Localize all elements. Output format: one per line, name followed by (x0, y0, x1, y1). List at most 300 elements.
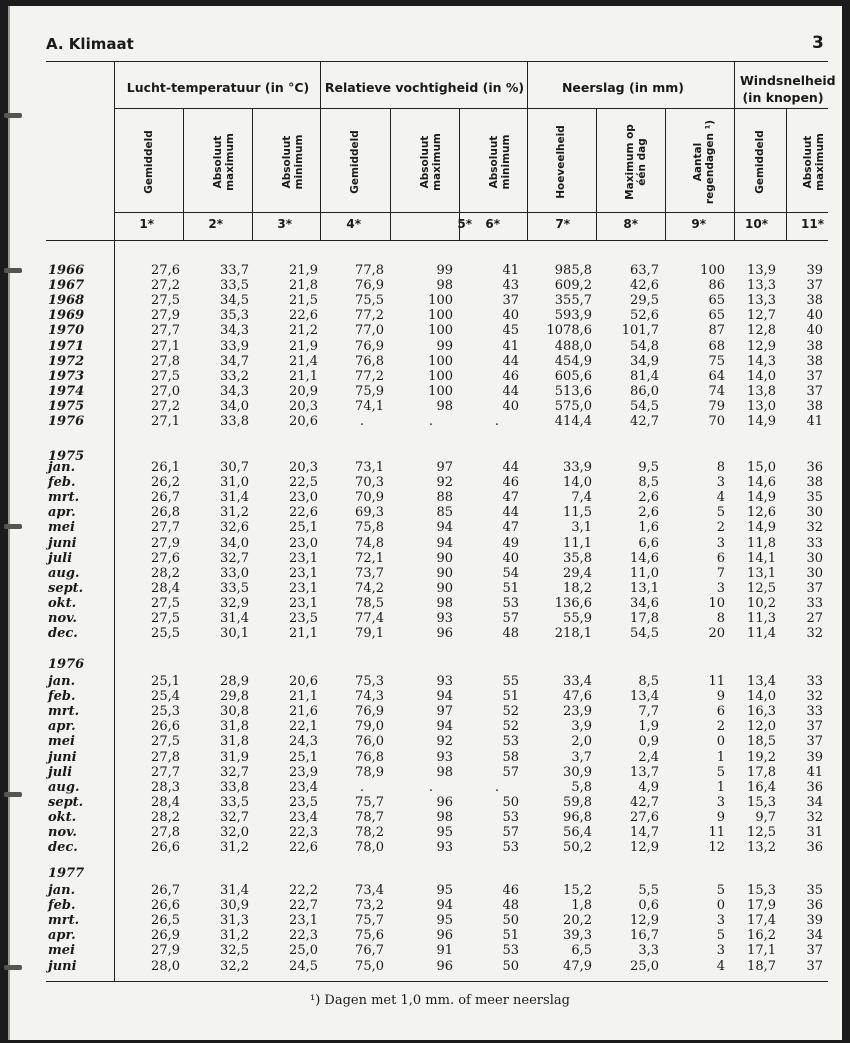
table-row (0, 475, 850, 491)
table-cell: 355,7 (554, 293, 592, 309)
table-cell: 27,1 (151, 414, 180, 429)
table-cell: 136,6 (554, 595, 592, 611)
table-cell: 70 (708, 414, 725, 429)
table-cell: 92 (436, 734, 453, 750)
table-cell: 27,9 (151, 535, 180, 551)
table-cell: 11,1 (563, 535, 592, 551)
table-cell: 513,6 (554, 383, 592, 399)
table-row (0, 719, 850, 735)
table-cell: 20,3 (289, 460, 318, 475)
table-cell: 63,7 (630, 263, 659, 278)
row-label: 1974 (48, 383, 85, 399)
row-label: aug. (48, 779, 80, 795)
table-cell: 23,1 (289, 595, 318, 611)
table-cell: 33 (806, 535, 823, 551)
table-row (0, 704, 850, 720)
table-cell: 25,0 (289, 943, 318, 959)
table-cell: 73,4 (355, 883, 384, 898)
row-label: apr. (48, 928, 76, 944)
block-year-heading: 1976 (48, 657, 85, 672)
table-cell: 38 (806, 353, 823, 369)
table-row (0, 959, 850, 975)
table-cell: 34,5 (220, 293, 249, 309)
table-cell: 25,3 (151, 704, 180, 720)
table-row (0, 323, 850, 339)
row-label: mei (48, 734, 75, 750)
footnote: ¹) Dagen met 1,0 mm. of meer neerslag (310, 993, 570, 1008)
table-cell: 21,6 (289, 704, 318, 720)
table-cell: 37 (806, 958, 823, 974)
table-cell: 31,4 (220, 490, 249, 506)
table-cell: 34,3 (220, 323, 249, 339)
row-label: okt. (48, 809, 77, 825)
table-cell: 100 (428, 383, 453, 399)
table-cell: 21,1 (289, 368, 318, 384)
table-cell: 33,9 (563, 460, 592, 475)
table-cell: 20,6 (289, 414, 318, 429)
table-cell: 68 (708, 338, 725, 354)
table-cell: 37 (806, 734, 823, 750)
table-cell: 100 (428, 323, 453, 339)
table-cell: 87 (708, 323, 725, 339)
table-cell: 31,2 (220, 928, 249, 944)
table-row (0, 263, 850, 279)
row-label: jan. (48, 674, 76, 689)
table-row (0, 399, 850, 415)
table-cell: 27,9 (151, 308, 180, 324)
table-cell: 100 (700, 263, 725, 278)
table-row (0, 308, 850, 324)
table-cell: 36 (806, 898, 823, 914)
table-cell: 32 (806, 689, 823, 705)
table-cell: 13,3 (747, 278, 776, 294)
group-divider (734, 61, 735, 241)
table-cell: 34,6 (630, 595, 659, 611)
table-cell: 75,7 (355, 794, 384, 810)
table-cell: 78,0 (355, 840, 384, 856)
table-cell: 3,9 (571, 719, 592, 735)
table-cell: 90 (436, 565, 453, 581)
table-cell: . (494, 779, 500, 795)
table-cell: 23,9 (563, 704, 592, 720)
table-cell: 94 (436, 520, 453, 536)
row-label: 1966 (48, 263, 85, 278)
table-cell: 76,9 (355, 704, 384, 720)
table-cell: 24,3 (289, 734, 318, 750)
table-cell: 50 (502, 794, 519, 810)
table-cell: 33,2 (220, 368, 249, 384)
table-cell: 23,1 (289, 580, 318, 596)
table-cell: 22,6 (289, 840, 318, 856)
table-cell: 57 (502, 825, 519, 840)
table-cell: 86,0 (630, 383, 659, 399)
table-cell: 14,9 (747, 520, 776, 536)
table-cell: 76,0 (355, 734, 384, 750)
table-cell: 30,7 (220, 460, 249, 475)
table-row (0, 825, 850, 841)
table-row (0, 369, 850, 385)
table-cell: 79 (708, 398, 725, 414)
table-cell: 37 (502, 293, 519, 309)
table-cell: 90 (436, 550, 453, 566)
table-cell: 33,8 (220, 414, 249, 429)
block-year-heading: 1977 (48, 866, 85, 881)
table-cell: 21,1 (289, 689, 318, 705)
table-cell: 75,5 (355, 293, 384, 309)
row-label: aug. (48, 565, 80, 581)
table-cell: 13,2 (747, 840, 776, 856)
table-cell: 78,9 (355, 764, 384, 780)
table-cell: 12,0 (747, 719, 776, 735)
table-cell: 32,7 (220, 809, 249, 825)
table-cell: 16,4 (747, 779, 776, 795)
table-cell: 11,0 (630, 565, 659, 581)
table-cell: 414,4 (554, 414, 592, 429)
table-cell: 22,3 (289, 825, 318, 840)
table-cell: 22,6 (289, 505, 318, 521)
table-cell: 40 (806, 308, 823, 324)
table-cell: 35 (806, 883, 823, 898)
table-cell: 22,7 (289, 898, 318, 914)
table-cell: 27,6 (151, 550, 180, 566)
table-cell: 17,4 (747, 913, 776, 929)
table-cell: 2,6 (638, 505, 659, 521)
table-cell: 22,5 (289, 475, 318, 491)
table-cell: 14,7 (630, 825, 659, 840)
table-cell: 75 (708, 353, 725, 369)
group-divider (320, 61, 321, 241)
table-cell: 28,9 (220, 674, 249, 689)
table-cell: 22,3 (289, 928, 318, 944)
column-number: 7* (555, 217, 570, 231)
table-cell: 14,6 (630, 550, 659, 566)
table-cell: 36 (806, 460, 823, 475)
table-row (0, 536, 850, 552)
table-cell: 13,4 (747, 674, 776, 689)
block-year-heading: 1975 (48, 449, 85, 464)
column-number: 8* (623, 217, 638, 231)
row-label: feb. (48, 689, 76, 705)
table-cell: 23,9 (289, 764, 318, 780)
table-cell: 23,1 (289, 550, 318, 566)
table-cell: 1,6 (638, 520, 659, 536)
subheader-col-11: Absoluut maximum (802, 133, 826, 191)
table-cell: 44 (502, 353, 519, 369)
subheader-col-6: Absoluut minimum (488, 134, 512, 190)
table-cell: 73,1 (355, 460, 384, 475)
table-cell: 3 (716, 475, 725, 491)
group-divider (527, 61, 528, 241)
table-cell: 4 (716, 958, 725, 974)
table-cell: 75,8 (355, 520, 384, 536)
table-cell: 6 (716, 704, 725, 720)
table-cell: 65 (708, 308, 725, 324)
table-cell: 75,6 (355, 928, 384, 944)
table-cell: 15,0 (747, 460, 776, 475)
table-cell: 34,3 (220, 383, 249, 399)
table-cell: 12,5 (747, 825, 776, 840)
row-label: apr. (48, 505, 76, 521)
table-cell: 13,7 (630, 764, 659, 780)
table-cell: 81,4 (630, 368, 659, 384)
table-cell: 51 (502, 689, 519, 705)
table-cell: 42,7 (630, 414, 659, 429)
row-label: 1975 (48, 398, 85, 414)
table-cell: 30,9 (220, 898, 249, 914)
table-cell: 9 (716, 689, 725, 705)
table-cell: 31,0 (220, 475, 249, 491)
column-number: 11* (801, 217, 824, 231)
table-row (0, 551, 850, 567)
table-cell: 70,9 (355, 490, 384, 506)
table-cell: 32,2 (220, 958, 249, 974)
table-cell: 77,0 (355, 323, 384, 339)
table-cell: 593,9 (554, 308, 592, 324)
table-cell: 12,7 (747, 308, 776, 324)
table-cell: 86 (708, 278, 725, 294)
table-cell: 29,8 (220, 689, 249, 705)
table-cell: 98 (436, 595, 453, 611)
table-cell: 94 (436, 535, 453, 551)
table-cell: 91 (436, 943, 453, 959)
table-cell: 21,5 (289, 293, 318, 309)
table-row (0, 354, 850, 370)
table-cell: 38 (806, 398, 823, 414)
table-cell: 34,0 (220, 535, 249, 551)
subheader-col-4: Gemiddeld (349, 130, 361, 194)
table-cell: 23,4 (289, 779, 318, 795)
table-cell: 30 (806, 505, 823, 521)
table-cell: 9,7 (755, 809, 776, 825)
table-cell: 30,8 (220, 704, 249, 720)
table-cell: 33 (806, 595, 823, 611)
table-row (0, 780, 850, 796)
row-label: juni (48, 749, 77, 765)
table-cell: 45 (502, 323, 519, 339)
table-cell: 36 (806, 779, 823, 795)
table-cell: 17,8 (747, 764, 776, 780)
table-cell: 75,9 (355, 383, 384, 399)
row-label: juli (48, 764, 73, 780)
table-cell: 8,5 (638, 475, 659, 491)
table-row (0, 611, 850, 627)
table-cell: 7,4 (571, 490, 592, 506)
table-cell: 54 (502, 565, 519, 581)
table-cell: 27,2 (151, 398, 180, 414)
table-cell: 21,2 (289, 323, 318, 339)
table-cell: 100 (428, 353, 453, 369)
row-label: apr. (48, 719, 76, 735)
table-cell: 33,0 (220, 565, 249, 581)
table-cell: 32,6 (220, 520, 249, 536)
table-cell: 50 (502, 958, 519, 974)
table-cell: 74 (708, 383, 725, 399)
table-cell: 26,9 (151, 928, 180, 944)
table-cell: 41 (806, 414, 823, 429)
group-rule (114, 108, 828, 109)
table-cell: 55,9 (563, 611, 592, 626)
table-cell: . (359, 779, 365, 795)
table-cell: . (428, 414, 434, 429)
table-cell: 38 (806, 293, 823, 309)
table-cell: 21,9 (289, 263, 318, 278)
table-cell: 2,4 (638, 749, 659, 765)
table-cell: 25,4 (151, 689, 180, 705)
table-cell: 14,0 (747, 368, 776, 384)
table-cell: 96 (436, 794, 453, 810)
table-cell: 38 (806, 475, 823, 491)
table-cell: 79,0 (355, 719, 384, 735)
table-cell: 40 (502, 398, 519, 414)
table-cell: 95 (436, 883, 453, 898)
table-cell: 74,8 (355, 535, 384, 551)
table-cell: 39 (806, 749, 823, 765)
table-cell: 33,4 (563, 674, 592, 689)
table-cell: 34,9 (630, 353, 659, 369)
column-number: 9* (691, 217, 706, 231)
table-row (0, 898, 850, 914)
table-cell: 16,2 (747, 928, 776, 944)
page-number: 3 (812, 33, 824, 53)
subheader-col-1: Gemiddeld (143, 130, 155, 194)
table-cell: . (428, 779, 434, 795)
table-cell: 46 (502, 475, 519, 491)
table-cell: 41 (502, 338, 519, 354)
table-cell: 5,8 (571, 779, 592, 795)
table-cell: 11 (708, 674, 725, 689)
table-cell: 35,8 (563, 550, 592, 566)
table-cell: 58 (502, 749, 519, 765)
column-number: 1* (139, 217, 154, 231)
table-cell: 42,7 (630, 794, 659, 810)
table-cell: 14,1 (747, 550, 776, 566)
table-cell: 27,8 (151, 749, 180, 765)
row-label: 1973 (48, 368, 85, 384)
table-row (0, 943, 850, 959)
group-header-temperature: Lucht-temperatuur (in °C) (126, 80, 310, 95)
table-cell: 27,6 (151, 263, 180, 278)
table-cell: 27,5 (151, 368, 180, 384)
table-cell: 32,9 (220, 595, 249, 611)
table-cell: 6,5 (571, 943, 592, 959)
group-header-humidity: Relatieve vochtigheid (in %) (324, 80, 525, 95)
row-label: feb. (48, 898, 76, 914)
table-cell: 85 (436, 505, 453, 521)
table-cell: 100 (428, 293, 453, 309)
table-cell: 46 (502, 368, 519, 384)
table-cell: 70,3 (355, 475, 384, 491)
table-cell: 78,2 (355, 825, 384, 840)
table-cell: 11,3 (747, 611, 776, 626)
table-cell: 96 (436, 928, 453, 944)
table-cell: 15,3 (747, 883, 776, 898)
table-cell: 96,8 (563, 809, 592, 825)
table-cell: 21,4 (289, 353, 318, 369)
table-cell: 3,7 (571, 749, 592, 765)
table-cell: 76,9 (355, 338, 384, 354)
table-bottom-rule (46, 981, 828, 982)
table-cell: 74,1 (355, 398, 384, 414)
table-cell: 94 (436, 689, 453, 705)
table-cell: 47 (502, 490, 519, 506)
table-cell: 26,8 (151, 505, 180, 521)
table-cell: 23,5 (289, 611, 318, 626)
table-cell: 100 (428, 308, 453, 324)
table-cell: 26,7 (151, 490, 180, 506)
table-cell: 90 (436, 580, 453, 596)
table-cell: 13,9 (747, 263, 776, 278)
table-cell: 17,1 (747, 943, 776, 959)
table-cell: 22,2 (289, 883, 318, 898)
table-cell: 23,4 (289, 809, 318, 825)
table-cell: 39 (806, 263, 823, 278)
table-cell: 76,7 (355, 943, 384, 959)
table-cell: 12,6 (747, 505, 776, 521)
table-cell: 3 (716, 535, 725, 551)
table-cell: 77,4 (355, 611, 384, 626)
row-label: sept. (48, 794, 84, 810)
table-row (0, 883, 850, 899)
table-cell: 5 (716, 505, 725, 521)
subheader-col-3: Absoluut minimum (281, 134, 305, 190)
table-cell: 26,5 (151, 913, 180, 929)
table-cell: 39,3 (563, 928, 592, 944)
table-row (0, 913, 850, 929)
table-cell: 9 (716, 809, 725, 825)
table-row (0, 520, 850, 536)
table-cell: 27,2 (151, 278, 180, 294)
table-cell: 99 (436, 263, 453, 278)
table-cell: 21,8 (289, 278, 318, 294)
table-cell: 28,2 (151, 809, 180, 825)
table-cell: 0,9 (638, 734, 659, 750)
table-cell: 38 (806, 338, 823, 354)
table-row (0, 795, 850, 811)
table-cell: 11,8 (747, 535, 776, 551)
row-label: jan. (48, 883, 76, 898)
table-cell: 23,5 (289, 794, 318, 810)
table-cell: 28,0 (151, 958, 180, 974)
table-cell: 64 (708, 368, 725, 384)
table-cell: 27,5 (151, 595, 180, 611)
table-cell: 96 (436, 958, 453, 974)
table-cell: 26,2 (151, 475, 180, 491)
table-cell: 8 (716, 460, 725, 475)
table-row (0, 460, 850, 476)
table-cell: 53 (502, 840, 519, 856)
table-cell: 50 (502, 913, 519, 929)
group-header-precipitation: Neerslag (in mm) (561, 80, 684, 95)
table-cell: 34,7 (220, 353, 249, 369)
table-cell: 40 (502, 308, 519, 324)
table-cell: 12,9 (630, 913, 659, 929)
table-cell: 31,2 (220, 505, 249, 521)
table-cell: 77,2 (355, 368, 384, 384)
section-title: A. Klimaat (46, 35, 134, 53)
table-cell: 41 (806, 764, 823, 780)
table-cell: 27,8 (151, 353, 180, 369)
table-cell: 1,9 (638, 719, 659, 735)
table-cell: 20,2 (563, 913, 592, 929)
table-cell: 88 (436, 490, 453, 506)
table-cell: 27,1 (151, 338, 180, 354)
table-cell: 37 (806, 719, 823, 735)
table-cell: 11,4 (747, 626, 776, 642)
table-cell: 605,6 (554, 368, 592, 384)
table-cell: 0 (716, 734, 725, 750)
table-cell: 93 (436, 840, 453, 856)
table-cell: 77,8 (355, 263, 384, 278)
